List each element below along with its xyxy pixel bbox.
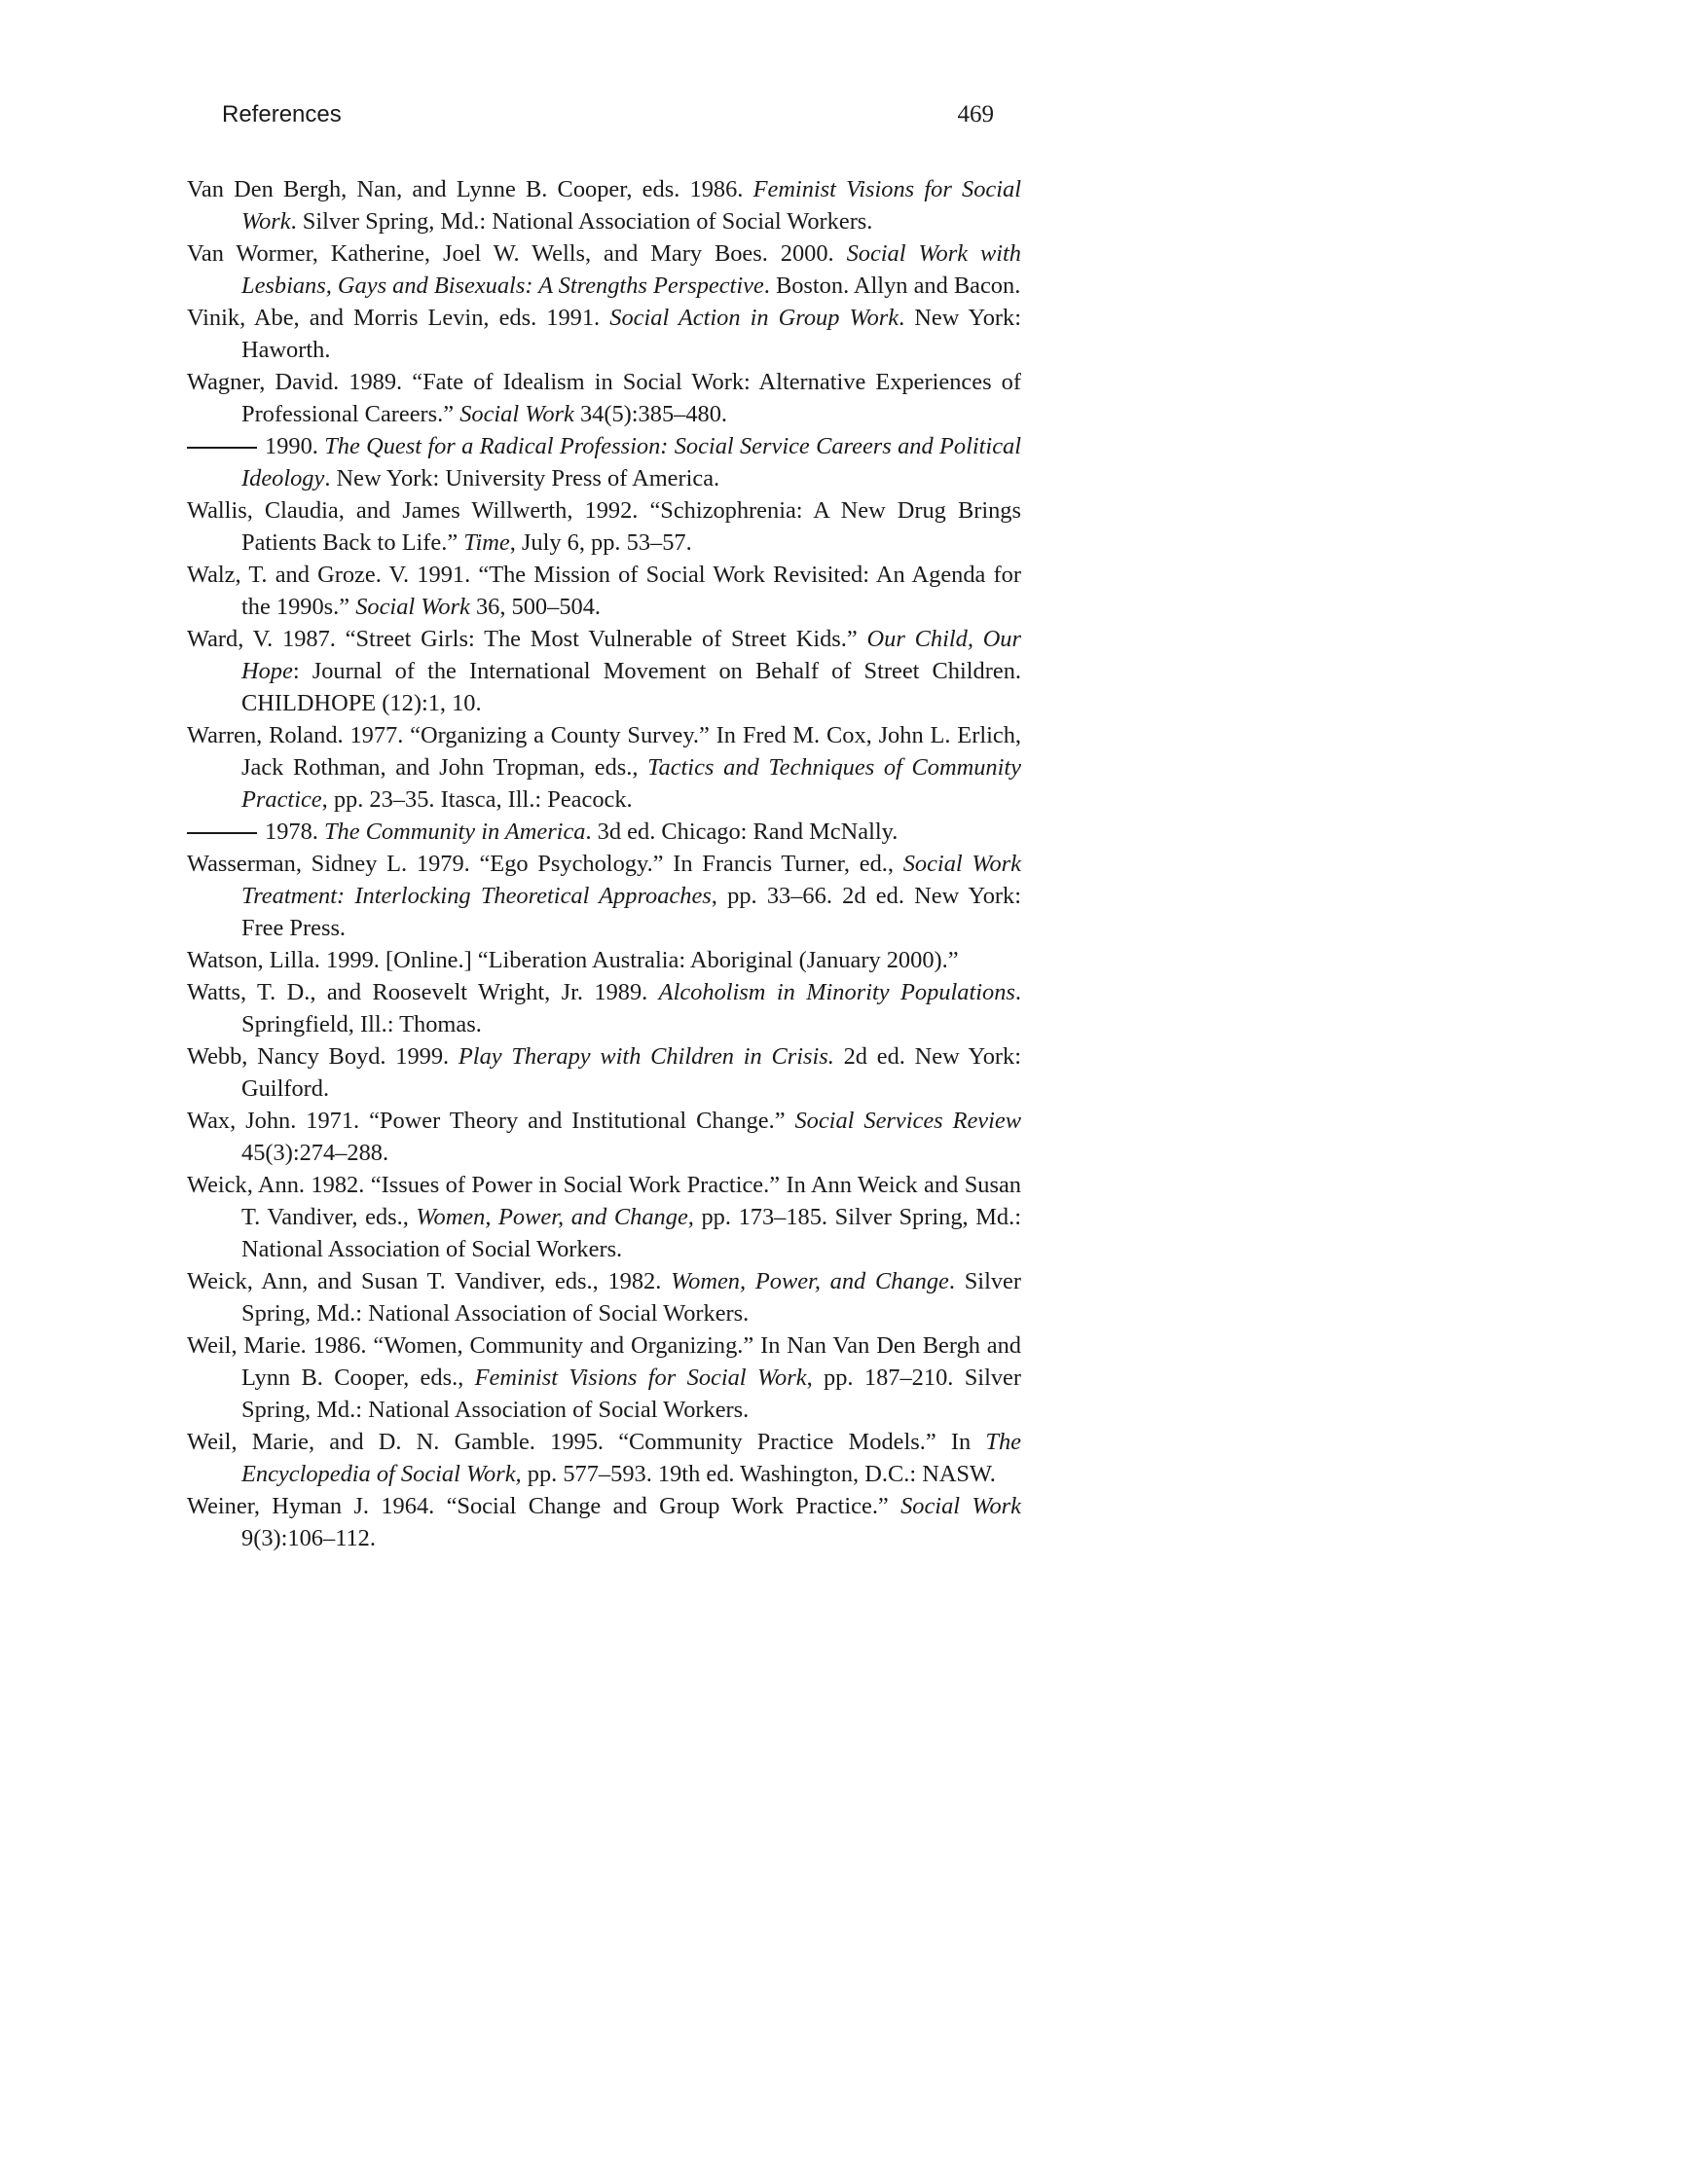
reference-text: . 3d ed. Chicago: Rand McNally. [585, 819, 899, 845]
reference-text: 36, 500–504. [469, 594, 602, 620]
reference-title: Alcoholism in Minority Populations [658, 979, 1015, 1005]
reference-text: Weick, Ann. 1982. “Issues of Power in Social Work Practice.” In Ann Weick and Susan T. Vandiver, eds., [187, 1172, 1021, 1230]
reference-entry [187, 1040, 1021, 1105]
reference-entry [187, 1105, 1021, 1169]
reference-entry [187, 944, 1021, 976]
reference-text: pp. 173–185. Silver Spring, Md.: National Association of Social Workers. [241, 1204, 1021, 1262]
reference-text: Watson, Lilla. 1999. [Online.] “Liberation Australia: Aboriginal (January 2000).” [187, 947, 959, 973]
reference-title: Play Therapy with Children in Crisis. [458, 1043, 834, 1070]
reference-entry [187, 302, 1021, 366]
reference-entry [187, 848, 1021, 944]
reference-text: 9(3):106–112. [241, 1525, 376, 1551]
reference-text: 34(5):385–480. [573, 401, 728, 427]
reference-title: Social Work [900, 1493, 1021, 1519]
reference-text: . New York: Haworth. [241, 305, 1021, 363]
reference-title: Social Work [355, 594, 470, 620]
reference-text: pp. 577–593. 19th ed. Washington, D.C.: NASW. [521, 1461, 996, 1487]
section-title: References [222, 101, 342, 127]
repeat-author-dash [187, 447, 257, 449]
reference-entry [187, 816, 1021, 848]
reference-text: Weil, Marie. 1986. “Women, Community and Organizing.” In Nan Van Den Bergh and Lynn B. Cooper, eds., [187, 1332, 1021, 1391]
reference-title: Social Work with Lesbians, Gays and Bisexuals: A Strengths Perspective [241, 240, 1021, 299]
reference-title: The Community in America [323, 819, 586, 845]
reference-text: Van Wormer, Katherine, Joel W. Wells, and Mary Boes. 2000. [187, 240, 847, 267]
reference-text: Weil, Marie, and D. N. Gamble. 1995. “Community Practice Models.” In [187, 1429, 986, 1455]
reference-title: The Quest for a Radical Profession: Social Service Careers and Political Ideology [241, 433, 1021, 491]
reference-text: Weick, Ann, and Susan T. Vandiver, eds., 1982. [187, 1268, 672, 1294]
repeat-author-dash [187, 832, 257, 834]
reference-entry [187, 1329, 1021, 1426]
reference-text: Vinik, Abe, and Morris Levin, eds. 1991. [187, 305, 610, 331]
reference-title: Social Work [459, 401, 574, 427]
reference-text: . Silver Spring, Md.: National Association of Social Workers. [241, 1268, 1021, 1327]
reference-title: Our Child, Our Hope [241, 626, 1021, 684]
reference-entry [187, 1169, 1021, 1265]
reference-text: . New York: University Press of America. [324, 465, 720, 491]
reference-text: 2d ed. New York: Guilford. [241, 1043, 1021, 1102]
reference-entry [187, 1490, 1021, 1554]
reference-entry [187, 719, 1021, 816]
reference-title: Social Action in Group Work [609, 305, 899, 331]
reference-text: Wasserman, Sidney L. 1979. “Ego Psychology.” In Francis Turner, ed., [187, 851, 903, 877]
reference-text: , July 6, pp. 53–57. [509, 529, 692, 556]
reference-text: Wax, John. 1971. “Power Theory and Institutional Change.” [187, 1108, 795, 1134]
reference-entry [187, 494, 1021, 559]
reference-title: Women, Power, and Change [671, 1268, 949, 1294]
reference-entry [187, 559, 1021, 623]
reference-entry [187, 623, 1021, 719]
reference-text: 1990. [265, 433, 325, 459]
reference-text: , pp. 187–210. Silver Spring, Md.: National Association of Social Workers. [241, 1365, 1022, 1423]
reference-text: Warren, Roland. 1977. “Organizing a County Survey.” In Fred M. Cox, John L. Erlich, Jack Rothman, and John Tropman, eds., [187, 722, 1021, 781]
reference-title: Time [463, 529, 510, 556]
reference-text: Wagner, David. 1989. “Fate of Idealism in Social Work: Alternative Experiences of Professional Careers.” [187, 369, 1021, 427]
reference-list [187, 173, 1021, 1554]
reference-text: , pp. 23–35. Itasca, Ill.: Peacock. [321, 786, 633, 813]
reference-title: Women, Power, and Change, [416, 1204, 694, 1230]
reference-entry [187, 366, 1021, 430]
reference-text: Walz, T. and Groze. V. 1991. “The Mission of Social Work Revisited: An Agenda for the 1990s.” [187, 562, 1021, 620]
reference-text: , pp. 33–66. 2d ed. New York: Free Press. [241, 883, 1022, 941]
reference-entry [187, 976, 1021, 1040]
reference-title: Feminist Visions for Social Work [474, 1365, 807, 1391]
reference-text: Van Den Bergh, Nan, and Lynne B. Cooper, eds. 1986. [187, 176, 753, 202]
page-number: 469 [957, 101, 994, 127]
reference-title: The Encyclopedia of Social Work, [241, 1429, 1021, 1487]
reference-entry [187, 173, 1021, 237]
reference-text: 1978. [265, 819, 324, 845]
reference-text: . Boston. Allyn and Bacon. [763, 273, 1021, 299]
reference-title: Feminist Visions for Social Work [241, 176, 1022, 235]
reference-entry [187, 430, 1021, 494]
reference-text: . Silver Spring, Md.: National Association of Social Workers. [290, 208, 873, 235]
reference-entry [187, 237, 1021, 302]
reference-text: Wallis, Claudia, and James Willwerth, 1992. “Schizophrenia: A New Drug Brings Patients Back to Life.” [187, 497, 1021, 556]
reference-text: : Journal of the International Movement on Behalf of Street Children. CHILDHOPE (12):1, 10. [241, 658, 1021, 716]
running-head [222, 95, 994, 134]
reference-text: Ward, V. 1987. “Street Girls: The Most Vulnerable of Street Kids.” [187, 626, 867, 652]
reference-text: Watts, T. D., and Roosevelt Wright, Jr. 1989. [187, 979, 659, 1005]
reference-text: . Springfield, Ill.: Thomas. [241, 979, 1021, 1037]
reference-entry [187, 1426, 1021, 1490]
reference-text: 45(3):274–288. [241, 1140, 389, 1166]
reference-title: Tactics and Techniques of Community Practice [241, 754, 1021, 813]
reference-text: Weiner, Hyman J. 1964. “Social Change and Group Work Practice.” [187, 1493, 901, 1519]
reference-text: Webb, Nancy Boyd. 1999. [187, 1043, 459, 1070]
reference-title: Social Services Review [794, 1108, 1022, 1134]
reference-entry [187, 1265, 1021, 1329]
reference-title: Social Work Treatment: Interlocking Theoretical Approaches [241, 851, 1021, 909]
